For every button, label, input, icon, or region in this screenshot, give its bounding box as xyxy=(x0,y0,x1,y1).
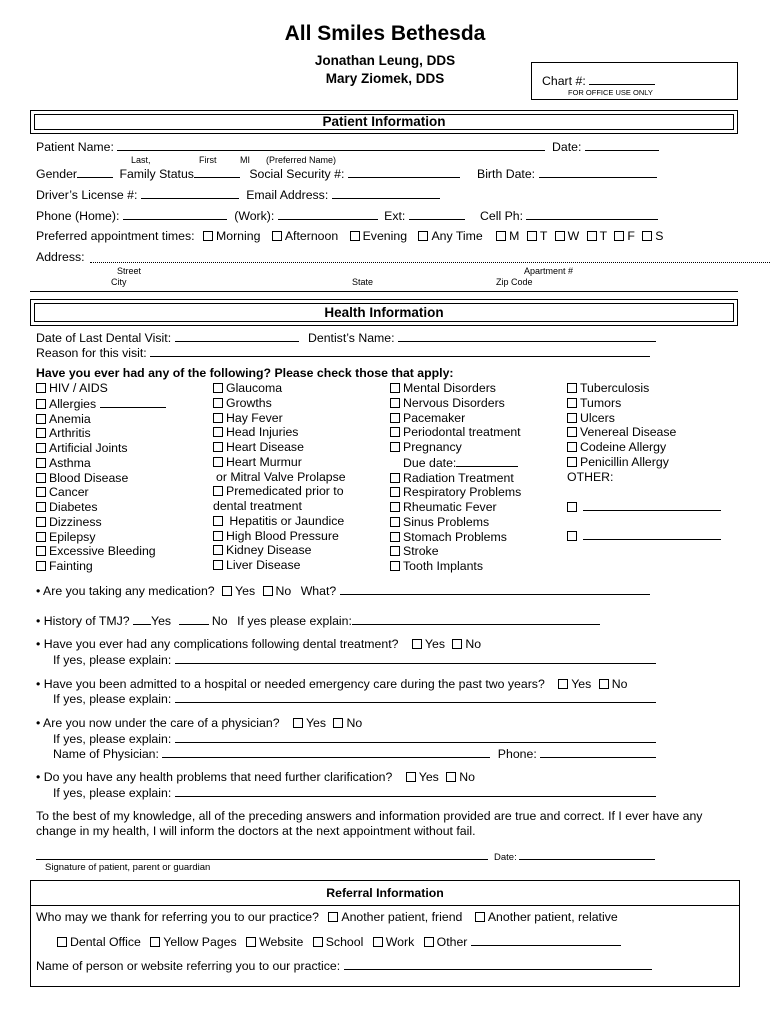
yes-label: Yes xyxy=(418,770,439,784)
source-label: Work xyxy=(385,935,415,949)
heart-murmur-checkbox[interactable] xyxy=(213,457,223,467)
morning-label: Morning xyxy=(216,229,261,243)
condition-label: Growths xyxy=(226,395,272,410)
patient-name-label: Patient Name: xyxy=(36,140,114,154)
health-problems-yes-checkbox[interactable] xyxy=(406,772,416,782)
condition-label: Fainting xyxy=(49,559,93,573)
website-checkbox[interactable] xyxy=(246,937,256,947)
asthma-checkbox[interactable] xyxy=(36,458,46,468)
addr-sub-street: Street xyxy=(117,266,142,276)
dental-office-checkbox[interactable] xyxy=(57,937,67,947)
afternoon-checkbox[interactable] xyxy=(272,231,282,241)
medication-field[interactable] xyxy=(340,583,650,595)
condition-label: Heart Disease xyxy=(226,440,304,454)
fainting-checkbox[interactable] xyxy=(36,561,46,571)
phone-home-field[interactable] xyxy=(123,208,227,220)
tumors-checkbox[interactable] xyxy=(567,398,577,408)
hospital-no-checkbox[interactable] xyxy=(599,679,609,689)
condition-label: Anemia xyxy=(49,411,91,426)
hay-fever-checkbox[interactable] xyxy=(213,413,223,423)
other-2-checkbox[interactable] xyxy=(567,531,577,541)
condition-label: Premedicated prior to xyxy=(226,484,344,499)
no-label: No xyxy=(465,637,482,651)
signature-field[interactable] xyxy=(36,859,488,860)
day-f-label: F xyxy=(627,229,635,243)
condition-label: Stomach Problems xyxy=(403,529,507,544)
condition-label: Pacemaker xyxy=(403,410,466,425)
condition-label: Radiation Treatment xyxy=(403,470,514,485)
high-blood-pressure-checkbox[interactable] xyxy=(213,531,223,541)
yellow-pages-checkbox[interactable] xyxy=(150,937,160,947)
complications-no-checkbox[interactable] xyxy=(452,639,462,649)
date-label: Date: xyxy=(552,140,582,154)
due-date-label: Due date: xyxy=(403,455,457,470)
work-checkbox[interactable] xyxy=(373,937,383,947)
source-label: Other xyxy=(436,935,468,949)
addr-sub-zip: Zip Code xyxy=(496,277,533,287)
rheumatic-fever-checkbox[interactable] xyxy=(390,502,400,512)
allergies-field[interactable] xyxy=(100,396,166,408)
email-label: Email Address: xyxy=(246,188,329,202)
physician-name-label: Name of Physician: xyxy=(53,747,159,761)
cell-label: Cell Ph: xyxy=(480,209,524,223)
anytime-checkbox[interactable] xyxy=(418,231,428,241)
epilepsy-checkbox[interactable] xyxy=(36,532,46,542)
day-m-checkbox[interactable] xyxy=(496,231,506,241)
statement-line-2: change in my health, I will inform the doctors at the next appointment without fail. xyxy=(36,824,476,838)
dizziness-checkbox[interactable] xyxy=(36,517,46,527)
periodontal-checkbox[interactable] xyxy=(390,427,400,437)
day-th-label: T xyxy=(599,229,607,243)
complications-question: • Have you ever had any complications following dental treatment? xyxy=(36,637,399,651)
afternoon-label: Afternoon xyxy=(284,229,339,243)
sinus-checkbox[interactable] xyxy=(390,517,400,527)
other-source-checkbox[interactable] xyxy=(424,937,434,947)
mental-disorders-checkbox[interactable] xyxy=(390,383,400,393)
tmj-explain-field[interactable] xyxy=(352,613,600,625)
day-t-label: T xyxy=(539,229,548,243)
referral-relative-label: Another patient, relative xyxy=(487,910,618,924)
day-w-checkbox[interactable] xyxy=(555,231,565,241)
condition-label: Diabetes xyxy=(49,500,98,514)
license-field[interactable] xyxy=(141,187,239,199)
day-s-label: S xyxy=(655,229,664,243)
premedicated-checkbox[interactable] xyxy=(213,486,223,496)
condition-label: dental treatment xyxy=(213,499,302,513)
patient-info-title-box xyxy=(30,110,738,134)
referral-name-field[interactable] xyxy=(344,958,652,970)
name-sub-preferred: (Preferred Name) xyxy=(266,155,337,165)
day-s-checkbox[interactable] xyxy=(642,231,652,241)
source-label: Website xyxy=(259,935,304,949)
source-label: School xyxy=(325,935,364,949)
anytime-label: Any Time xyxy=(431,229,483,243)
address-label: Address: xyxy=(36,250,85,264)
no-label: No xyxy=(346,716,363,730)
tmj-yes-field[interactable] xyxy=(133,613,151,625)
doctor-2: Mary Ziomek, DDS xyxy=(325,71,445,86)
other-label: OTHER: xyxy=(567,469,614,484)
referral-friend-label: Another patient, friend xyxy=(341,910,463,924)
allergies-checkbox[interactable] xyxy=(36,399,46,409)
dentist-label: Dentist’s Name: xyxy=(307,331,395,345)
arthritis-checkbox[interactable] xyxy=(36,428,46,438)
condition-label: Penicillin Allergy xyxy=(580,454,669,469)
complications-yes-checkbox[interactable] xyxy=(412,639,422,649)
condition-label: Periodontal treatment xyxy=(403,425,521,440)
chart-box xyxy=(531,62,738,100)
addr-sub-city: City xyxy=(111,277,127,287)
condition-label: Venereal Disease xyxy=(580,425,677,440)
condition-label: HIV / AIDS xyxy=(49,381,108,395)
day-t-checkbox[interactable] xyxy=(527,231,537,241)
condition-label: Stroke xyxy=(403,544,439,559)
evening-label: Evening xyxy=(362,229,408,243)
condition-label: Heart Murmur xyxy=(226,454,302,469)
work-label: (Work): xyxy=(234,209,275,223)
family-status-label: Family Status xyxy=(119,167,194,181)
condition-label: or Mitral Valve Prolapse xyxy=(216,469,346,484)
tmj-question: • History of TMJ? xyxy=(36,614,130,628)
health-problems-no-checkbox[interactable] xyxy=(446,772,456,782)
physician-question: • Are you now under the care of a physician? xyxy=(36,716,280,730)
condition-label: Allergies xyxy=(49,396,97,411)
chart-number-field[interactable] xyxy=(589,73,655,85)
condition-label: Dizziness xyxy=(49,514,102,529)
work-field[interactable] xyxy=(278,208,378,220)
referral-friend-checkbox[interactable] xyxy=(328,912,338,922)
hospital-question: • Have you been admitted to a hospital or needed emergency care during the past two years? xyxy=(36,677,545,691)
other-2-field[interactable] xyxy=(583,528,721,540)
heart-disease-checkbox[interactable] xyxy=(213,442,223,452)
pacemaker-checkbox[interactable] xyxy=(390,413,400,423)
signature-date-label: Date: xyxy=(494,852,517,863)
doctor-1: Jonathan Leung, DDS xyxy=(314,53,456,68)
ext-field[interactable] xyxy=(409,208,465,220)
evening-checkbox[interactable] xyxy=(350,231,360,241)
liver-disease-checkbox[interactable] xyxy=(213,560,223,570)
condition-label: Tumors xyxy=(580,395,622,410)
radiation-checkbox[interactable] xyxy=(390,473,400,483)
condition-label: Pregnancy xyxy=(403,440,462,454)
condition-label: Kidney Disease xyxy=(226,543,312,558)
cell-field[interactable] xyxy=(526,208,658,220)
condition-label: Mental Disorders xyxy=(403,381,496,395)
referral-relative-checkbox[interactable] xyxy=(475,912,485,922)
artificial-joints-checkbox[interactable] xyxy=(36,443,46,453)
school-checkbox[interactable] xyxy=(313,937,323,947)
addr-sub-apartment: Apartment # xyxy=(524,266,574,276)
pref-times-label: Preferred appointment times: xyxy=(36,229,195,243)
statement-line-1: To the best of my knowledge, all of the preceding answers and information provided are true and correct. If I ever have any xyxy=(36,809,703,823)
growths-checkbox[interactable] xyxy=(213,398,223,408)
ssn-label: Social Security #: xyxy=(249,167,345,181)
hospital-explain-field[interactable] xyxy=(175,691,656,703)
source-label: Dental Office xyxy=(70,935,141,949)
day-f-checkbox[interactable] xyxy=(614,231,624,241)
condition-label: Glaucoma xyxy=(226,381,283,395)
condition-label: Artificial Joints xyxy=(49,441,128,455)
name-sub-mi: MI xyxy=(240,155,250,165)
condition-label: High Blood Pressure xyxy=(226,528,339,543)
tooth-implants-checkbox[interactable] xyxy=(390,561,400,571)
condition-label: Sinus Problems xyxy=(403,514,490,529)
penicillin-allergy-checkbox[interactable] xyxy=(567,457,577,467)
kidney-disease-checkbox[interactable] xyxy=(213,545,223,555)
health-info-title: Health Information xyxy=(324,305,444,320)
ulcers-checkbox[interactable] xyxy=(567,413,577,423)
physician-name-field[interactable] xyxy=(162,746,490,758)
stomach-checkbox[interactable] xyxy=(390,532,400,542)
pregnancy-checkbox[interactable] xyxy=(390,442,400,452)
date-field[interactable] xyxy=(585,139,659,151)
stroke-checkbox[interactable] xyxy=(390,546,400,556)
phone-home-label: Phone (Home): xyxy=(36,209,120,223)
referral-title: Referral Information xyxy=(326,886,444,900)
excessive-bleeding-checkbox[interactable] xyxy=(36,546,46,556)
physician-phone-label: Phone: xyxy=(497,747,537,761)
addr-sub-state: State xyxy=(352,277,374,287)
patient-info-title: Patient Information xyxy=(322,114,446,129)
nervous-disorders-checkbox[interactable] xyxy=(390,398,400,408)
hospital-yes-checkbox[interactable] xyxy=(558,679,568,689)
last-visit-label: Date of Last Dental Visit: xyxy=(36,331,172,345)
glaucoma-checkbox[interactable] xyxy=(213,383,223,393)
name-sub-first: First xyxy=(199,155,217,165)
no-label: No xyxy=(611,677,628,691)
health-problems-explain-field[interactable] xyxy=(175,785,656,797)
condition-label: Head Injuries xyxy=(226,425,299,440)
other-source-field[interactable] xyxy=(471,934,621,946)
conditions-question: Have you ever had any of the following? Please check those that apply: xyxy=(36,366,454,380)
cancer-checkbox[interactable] xyxy=(36,487,46,497)
yes-label: Yes xyxy=(305,716,327,730)
family-status-field[interactable] xyxy=(194,166,240,178)
other-1-field[interactable] xyxy=(583,499,721,511)
physician-no-checkbox[interactable] xyxy=(333,718,343,728)
address-field[interactable] xyxy=(90,262,770,263)
yes-label: Yes xyxy=(235,584,256,598)
yes-label: Yes xyxy=(571,677,592,691)
morning-checkbox[interactable] xyxy=(203,231,213,241)
medication-yes-checkbox[interactable] xyxy=(222,586,232,596)
day-m-label: M xyxy=(509,229,520,243)
medication-question: • Are you taking any medication? xyxy=(36,584,215,598)
condition-label: Nervous Disorders xyxy=(403,395,505,410)
birth-date-label: Birth Date: xyxy=(477,167,536,181)
ext-label: Ext: xyxy=(384,209,406,223)
condition-label: Epilepsy xyxy=(49,529,96,544)
diabetes-checkbox[interactable] xyxy=(36,502,46,512)
head-injuries-checkbox[interactable] xyxy=(213,427,223,437)
physician-yes-checkbox[interactable] xyxy=(293,718,303,728)
respiratory-checkbox[interactable] xyxy=(390,487,400,497)
yes-label: Yes xyxy=(151,614,172,628)
condition-label: Arthritis xyxy=(49,426,91,441)
patient-name-field[interactable] xyxy=(117,139,545,151)
source-label: Yellow Pages xyxy=(163,935,237,949)
condition-label: Tuberculosis xyxy=(580,381,650,395)
no-label: No xyxy=(275,584,292,598)
gender-label: Gender xyxy=(36,167,78,181)
hepatitis-checkbox[interactable] xyxy=(213,516,223,526)
condition-label: Cancer xyxy=(49,485,89,500)
license-label: Driver’s License #: xyxy=(36,188,138,202)
codeine-allergy-checkbox[interactable] xyxy=(567,442,577,452)
office-use-label: FOR OFFICE USE ONLY xyxy=(568,88,653,97)
hiv-checkbox[interactable] xyxy=(36,383,46,393)
condition-label: Tooth Implants xyxy=(403,559,483,573)
name-sub-last: Last, xyxy=(131,155,151,165)
condition-label: Hay Fever xyxy=(226,410,283,425)
blood-disease-checkbox[interactable] xyxy=(36,473,46,483)
venereal-disease-checkbox[interactable] xyxy=(567,427,577,437)
signature-label: Signature of patient, parent or guardian xyxy=(45,862,211,873)
tmj-explain-label: If yes please explain: xyxy=(237,614,352,628)
condition-label: Rheumatic Fever xyxy=(403,500,497,514)
condition-label: Hepatitis or Jaundice xyxy=(229,513,345,528)
condition-label: Excessive Bleeding xyxy=(49,544,156,559)
day-th-checkbox[interactable] xyxy=(587,231,597,241)
if-yes-label: If yes, please explain: xyxy=(53,732,172,746)
physician-phone-field[interactable] xyxy=(540,746,656,758)
no-label: No xyxy=(211,614,228,628)
if-yes-label: If yes, please explain: xyxy=(53,653,172,667)
practice-name: All Smiles Bethesda xyxy=(284,22,486,45)
birth-date-field[interactable] xyxy=(539,166,657,178)
email-field[interactable] xyxy=(332,187,440,199)
tmj-no-field[interactable] xyxy=(179,613,209,625)
referral-name-label: Name of person or website referring you to our practice: xyxy=(36,959,341,973)
day-w-label: W xyxy=(567,229,580,243)
health-info-title-box xyxy=(30,299,738,326)
if-yes-label: If yes, please explain: xyxy=(53,692,172,706)
reason-field[interactable] xyxy=(150,345,650,357)
condition-label: Ulcers xyxy=(580,410,615,425)
dentist-field[interactable] xyxy=(398,330,656,342)
ssn-field[interactable] xyxy=(348,166,460,178)
medication-no-checkbox[interactable] xyxy=(263,586,273,596)
no-label: No xyxy=(459,770,475,784)
yes-label: Yes xyxy=(424,637,445,651)
physician-explain-field[interactable] xyxy=(175,731,656,743)
if-yes-label: If yes, please explain: xyxy=(53,786,172,800)
last-visit-field[interactable] xyxy=(175,330,299,342)
condition-label: Liver Disease xyxy=(226,558,301,572)
condition-label: Codeine Allergy xyxy=(580,440,667,454)
referral-question: Who may we thank for referring you to our practice? xyxy=(36,910,319,924)
tuberculosis-checkbox[interactable] xyxy=(567,383,577,393)
gender-field[interactable] xyxy=(77,166,113,178)
complications-explain-field[interactable] xyxy=(175,652,656,664)
reason-label: Reason for this visit: xyxy=(36,346,147,360)
due-date-field[interactable] xyxy=(456,455,518,467)
anemia-checkbox[interactable] xyxy=(36,414,46,424)
other-1-checkbox[interactable] xyxy=(567,502,577,512)
condition-label: Respiratory Problems xyxy=(403,485,522,500)
health-problems-question: • Do you have any health problems that need further clarification? xyxy=(36,770,393,784)
what-label: What? xyxy=(300,584,337,598)
condition-label: Blood Disease xyxy=(49,470,129,485)
signature-date-field[interactable] xyxy=(519,850,655,860)
condition-label: Asthma xyxy=(49,455,91,470)
chart-label: Chart #: xyxy=(542,74,586,88)
